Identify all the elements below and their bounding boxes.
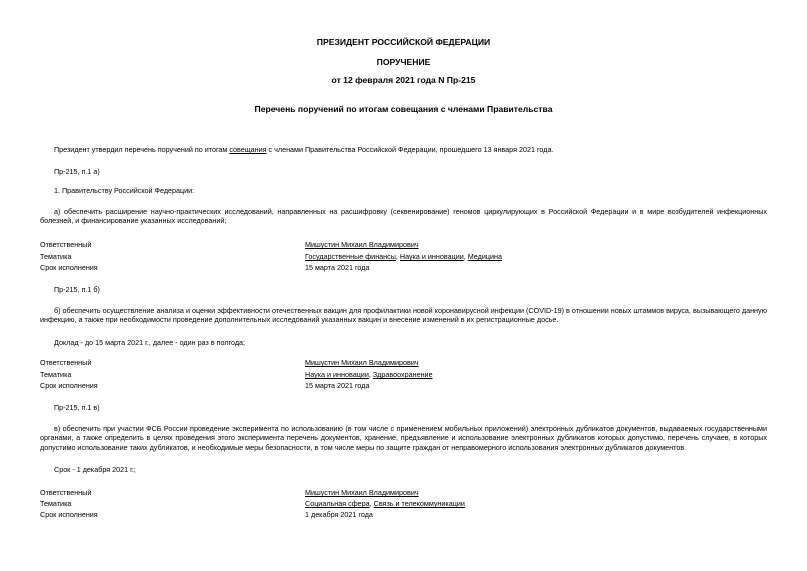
item-c-text: в) обеспечить при участии ФСБ России проведение эксперимента по использованию (в том числе с применением мобильных приложений) электронных дубликатов документов, выдаваемых государственными органами, а также определить в целях проведения этого эксперимента перечень документов, хранение, предъявление и использование электронных дубликатов которых допустимо, перечень случаев, в которых допустимо использование таких дубликатов, и необходимые меры безопасности, в том числе меры по защите граждан от неправомерного использования электронных дубликатов документов. xyxy=(40,424,767,452)
topic-list: Социальная сфера, Связь и телекоммуникации xyxy=(305,499,465,508)
responsible-link[interactable]: Мишустин Михаил Владимирович xyxy=(305,488,419,497)
label-deadline: Срок исполнения xyxy=(40,381,98,390)
reference-p1v: Пр-215, п.1 в) xyxy=(54,403,100,412)
topic-link[interactable]: Социальная сфера xyxy=(305,499,370,508)
topic-link[interactable]: Наука и инновации xyxy=(399,252,464,261)
responsible-link[interactable]: Мишустин Михаил Владимирович xyxy=(305,358,419,367)
deadline-statement: Срок - 1 декабря 2021 г.; xyxy=(54,465,136,474)
topic-link[interactable]: Медицина xyxy=(467,252,502,261)
topic-link[interactable]: Связь и телекоммуникации xyxy=(373,499,465,508)
document-type: ПОРУЧЕНИЕ xyxy=(376,57,431,67)
issuer-heading: ПРЕЗИДЕНТ РОССИЙСКОЙ ФЕДЕРАЦИИ xyxy=(316,37,491,47)
section-heading: 1. Правительству Российской Федерации: xyxy=(54,186,195,195)
topic-list: Наука и инновации, Здравоохранение xyxy=(305,370,433,379)
deadline-value: 15 марта 2021 года xyxy=(305,381,370,390)
document-title: Перечень поручений по итогам совещания с членами Правительства xyxy=(254,104,553,114)
reference-p1a: Пр-215, п.1 а) xyxy=(54,167,100,176)
meeting-link[interactable]: совещания xyxy=(229,145,267,154)
item-b-text: б) обеспечить осуществление анализа и оценки эффективности отечественных вакцин для профилактики новой коронавирусной инфекции (COVID-19) в отношении новых штаммов вируса, вызывающего данную инфекцию, а также при необходимости проведение дополнительных исследований указанных вакцин и внесение изменений в их регистрационные досье. xyxy=(40,306,767,325)
document-date-number: от 12 февраля 2021 года N Пр-215 xyxy=(331,75,476,85)
label-responsible: Ответственный xyxy=(40,488,92,497)
topic-link[interactable]: Государственные финансы xyxy=(305,252,396,261)
deadline-value: 15 марта 2021 года xyxy=(305,263,370,272)
label-deadline: Срок исполнения xyxy=(40,263,98,272)
report-deadline: Доклад - до 15 марта 2021 г., далее - один раз в полгода; xyxy=(54,338,246,347)
label-responsible: Ответственный xyxy=(40,358,92,367)
reference-p1b: Пр-215, п.1 б) xyxy=(54,285,100,294)
item-a-text: а) обеспечить расширение научно-практических исследований, направленных на расшифровку (секвенирование) геномов циркулирующих в Российской Федерации и в мире возбудителей инфекционных болезней, и финансирование указанных исследований; xyxy=(40,207,767,226)
label-topic: Тематика xyxy=(40,252,72,261)
topic-link[interactable]: Здравоохранение xyxy=(372,370,433,379)
label-topic: Тематика xyxy=(40,499,72,508)
topic-link[interactable]: Наука и инновации xyxy=(305,370,369,379)
intro-paragraph: Президент утвердил перечень поручений по итогам совещания с членами Правительства Российской Федерации, прошедшего 13 января 2021 года. xyxy=(54,145,554,154)
label-topic: Тематика xyxy=(40,370,72,379)
label-deadline: Срок исполнения xyxy=(40,510,98,519)
topic-list: Государственные финансы, Наука и инновации, Медицина xyxy=(305,252,502,261)
deadline-value: 1 декабря 2021 года xyxy=(305,510,373,519)
responsible-link[interactable]: Мишустин Михаил Владимирович xyxy=(305,240,419,249)
label-responsible: Ответственный xyxy=(40,240,92,249)
